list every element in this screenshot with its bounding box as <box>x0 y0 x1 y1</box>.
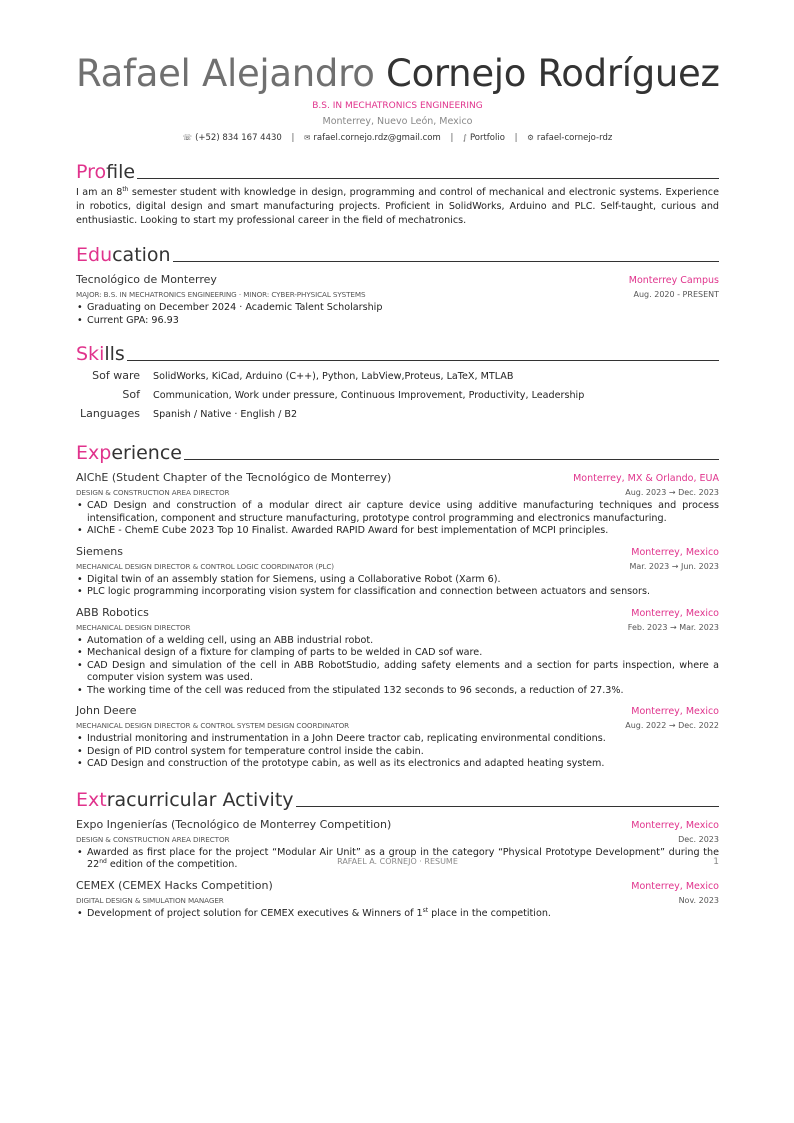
list-item: • Development of project solution for CEMEX executives & Winners of 1st place in the competition. <box>76 908 719 921</box>
first-names: Rafael Alejandro <box>76 52 375 95</box>
skill-row <box>76 388 719 407</box>
experience-entry <box>76 545 719 599</box>
institution-name: Tecnológico de Monterrey <box>76 273 217 286</box>
section-title: Experience <box>76 442 182 464</box>
phone-number[interactable]: (+52) 834 167 4430 <box>195 133 282 143</box>
entry-date: Aug. 2023 → Dec. 2023 <box>625 488 719 497</box>
linkedin-icon: ⚙ <box>527 133 534 142</box>
entry-location: Monterrey, MX & Orlando, EUA <box>573 473 719 484</box>
organization-name: ABB Robotics <box>76 605 149 619</box>
home-location: Monterrey, Nuevo León, Mexico <box>322 116 473 127</box>
section-divider <box>173 261 719 262</box>
bullet-list <box>76 302 719 327</box>
list-item: • Design of PID control system for temperature control inside the cabin. <box>76 746 719 759</box>
entry-date: Dec. 2023 <box>678 834 719 844</box>
email-link[interactable]: rafael.cornejo.rdz@gmail.com <box>313 133 441 143</box>
section-header <box>76 339 719 365</box>
section-header <box>76 157 719 183</box>
section-divider <box>137 178 719 179</box>
entry-role: DIGITAL DESIGN & SIMULATION MANAGER <box>76 895 224 905</box>
skill-label: Languages <box>79 407 140 420</box>
portfolio-link[interactable]: Portfolio <box>469 133 505 143</box>
list-item: • PLC logic programming incorporating vision system for classification and connection between actuators and sensors. <box>76 586 719 599</box>
list-item: • CAD Design and simulation of the cell in ABB RobotStudio, adding safety elements and a section for parts inspection, where a computer vision system was used. <box>76 660 719 685</box>
skills-table <box>76 369 719 426</box>
footer-text: RAFAEL A. CORNEJO · RESUME <box>337 857 458 866</box>
page-number: 1 <box>713 857 719 867</box>
contact-separator: | <box>291 133 295 143</box>
education-section <box>76 240 719 327</box>
section-header <box>76 240 719 266</box>
education-entry <box>76 273 719 327</box>
entry-location: Monterrey, Mexico <box>631 880 719 892</box>
list-item: • The working time of the cell was reduced from the stipulated 132 seconds to 96 seconds, a reduction of 27.3%. <box>76 685 719 698</box>
bullet-list <box>76 635 719 698</box>
linkedin-link[interactable]: rafael-cornejo-rdz <box>536 133 613 143</box>
skill-row <box>76 407 719 426</box>
resume-header <box>76 52 719 143</box>
entry-date: Nov. 2023 <box>678 895 719 905</box>
skill-row <box>76 369 719 388</box>
bullet-list <box>76 500 719 538</box>
entry-date: Aug. 2020 - PRESENT <box>633 290 719 299</box>
entry-location: Monterrey, Mexico <box>631 546 719 558</box>
extracurricular-section <box>76 785 719 921</box>
profile-section <box>76 157 719 228</box>
organization-name: Expo Ingenierías (Tecnológico de Monterrey Competition) <box>76 817 392 831</box>
section-header <box>76 438 719 464</box>
section-title: Education <box>76 244 171 266</box>
entry-location: Monterrey, Mexico <box>631 819 719 831</box>
skill-label: Sof <box>122 388 140 401</box>
entry-role: MECHANICAL DESIGN DIRECTOR & CONTROL SYSTEM DESIGN COORDINATOR <box>76 721 350 730</box>
list-item: • Current GPA: 96.93 <box>76 315 719 328</box>
entry-role: MAJOR: B.S. IN MECHATRONICS ENGINEERING · MINOR: CYBER-PHYSICAL SYSTEMS <box>76 290 366 299</box>
entry-role: MECHANICAL DESIGN DIRECTOR & CONTROL LOGIC COORDINATOR (PLC) <box>76 561 335 571</box>
list-item: • Industrial monitoring and instrumentation in a John Deere tractor cab, replicating environmental conditions. <box>76 733 719 746</box>
degree-subtitle: B.S. IN MECHATRONICS ENGINEERING <box>312 101 483 111</box>
skill-label: Sof ware <box>92 369 140 382</box>
phone-icon: ☏ <box>182 133 193 142</box>
list-item: • Mechanical design of a fixture for clamping of parts to be welded in CAD sof ware. <box>76 647 719 660</box>
contact-line <box>76 133 719 143</box>
last-names: Cornejo Rodríguez <box>386 52 720 95</box>
experience-entry <box>76 606 719 698</box>
section-title: Profile <box>76 161 136 183</box>
activity-entry <box>76 879 719 921</box>
skills-section <box>76 339 719 426</box>
entry-date: Mar. 2023 → Jun. 2023 <box>629 561 719 571</box>
section-title: Skills <box>76 343 125 365</box>
entry-location: Monterrey Campus <box>628 275 719 286</box>
skill-value: Spanish / Native · English / B2 <box>153 409 298 420</box>
list-item: • Awarded as first place for the project “Modular Air Unit” as a group in the category “Physical Prototype Development” during the 22nd edition of the competition. <box>76 847 719 872</box>
bullet-list <box>76 733 719 771</box>
organization-name: CEMEX (CEMEX Hacks Competition) <box>76 878 273 892</box>
skill-value: SolidWorks, KiCad, Arduino (C++), Python, LabView,Proteus, LaTeX, MTLAB <box>153 371 514 382</box>
profile-text: I am an 8th semester student with knowledge in design, programming and control of mechanical and electronic systems. Experience in robotics, digital design and smart manufacturing projects. Proficient in SolidWorks, Arduino and PLC. Self-taught, curious and enthusiastic. Looking to start my professional career in the field of mechatronics. <box>76 185 719 226</box>
list-item: • Graduating on December 2024 · Academic Talent Scholarship <box>76 302 719 315</box>
entry-role: DESIGN & CONSTRUCTION AREA DIRECTOR <box>76 834 230 844</box>
organization-name: John Deere <box>76 704 137 717</box>
entry-location: Monterrey, Mexico <box>631 706 719 717</box>
resume-page <box>76 0 719 920</box>
section-divider <box>296 806 719 807</box>
section-header <box>76 785 719 811</box>
skill-value: Communication, Work under pressure, Continuous Improvement, Productivity, Leadership <box>153 390 585 401</box>
section-divider <box>127 360 719 361</box>
organization-name: Siemens <box>76 544 123 558</box>
section-divider <box>184 459 719 460</box>
entry-location: Monterrey, Mexico <box>631 607 719 619</box>
list-item: • CAD Design and construction of a modular direct air capture device using additive manufacturing techniques and process intensification, component and structure manufacturing, prototype control programming and electronics manufacturing. <box>76 500 719 525</box>
entry-date: Aug. 2022 → Dec. 2022 <box>625 721 719 730</box>
list-item: • Digital twin of an assembly station for Siemens, using a Collaborative Robot (Xarm 6). <box>76 574 719 587</box>
entry-role: DESIGN & CONSTRUCTION AREA DIRECTOR <box>76 488 230 497</box>
email-icon: ✉ <box>304 133 311 142</box>
experience-entry <box>76 704 719 771</box>
experience-section <box>76 438 719 771</box>
portfolio-icon: ∫ <box>463 133 467 142</box>
experience-entry <box>76 471 719 538</box>
contact-separator: | <box>514 133 518 143</box>
bullet-list <box>76 574 719 599</box>
contact-separator: | <box>450 133 454 143</box>
full-name <box>76 52 719 96</box>
list-item: • CAD Design and construction of the prototype cabin, as well as its electronics and adapted heating system. <box>76 758 719 771</box>
section-title: Extracurricular Activity <box>76 788 294 811</box>
list-item: • AIChE - ChemE Cube 2023 Top 10 Finalist. Awarded RAPID Award for best implementation of MCPI principles. <box>76 525 719 538</box>
list-item: • Automation of a welding cell, using an ABB industrial robot. <box>76 635 719 648</box>
entry-role: MECHANICAL DESIGN DIRECTOR <box>76 622 191 632</box>
bullet-list <box>76 908 719 921</box>
entry-date: Feb. 2023 → Mar. 2023 <box>627 622 719 632</box>
organization-name: AIChE (Student Chapter of the Tecnológico de Monterrey) <box>76 471 392 484</box>
